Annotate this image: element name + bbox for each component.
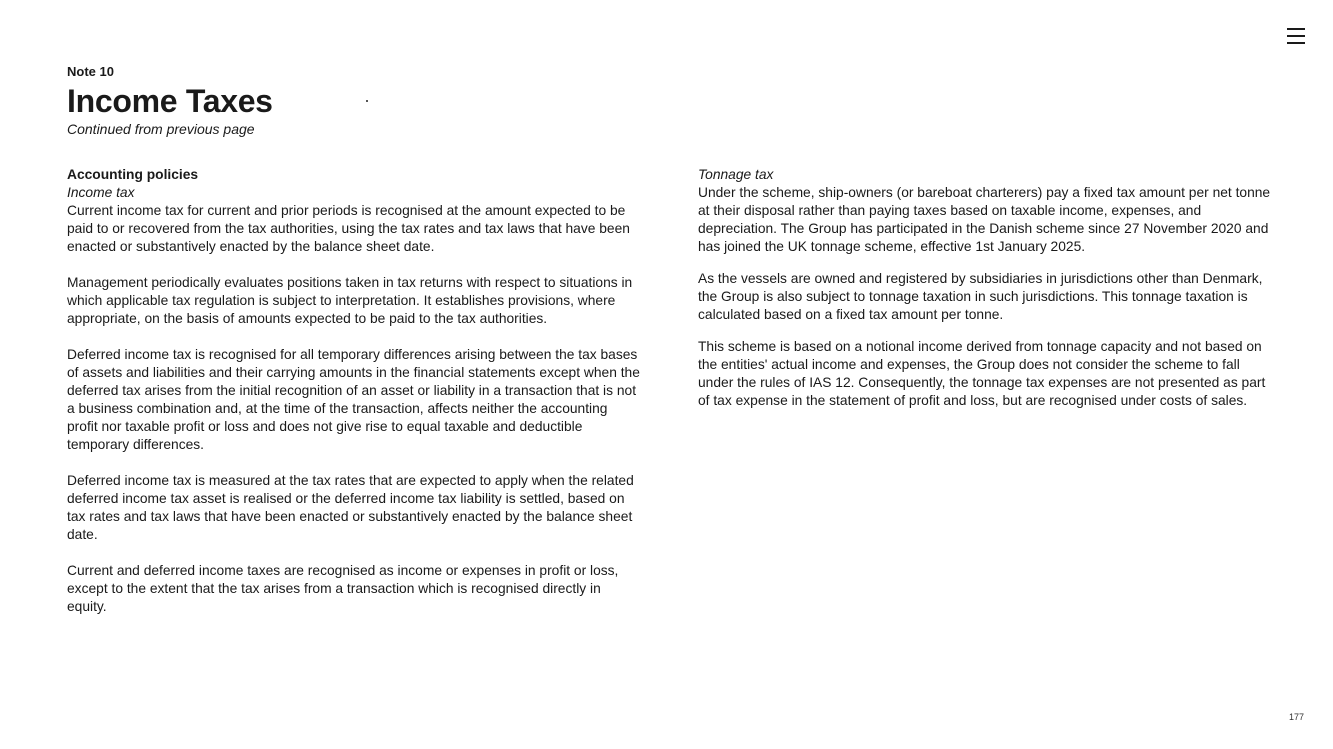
page-header xyxy=(67,64,273,138)
section-heading: Accounting policies xyxy=(67,167,199,182)
paragraph: Current and deferred income taxes are recognised as income or expenses in profit or loss, except to the extent that the tax arises from a transaction which is recognised directly in equity. xyxy=(67,563,619,614)
hamburger-menu-icon[interactable] xyxy=(1287,28,1305,44)
page-number: 177 xyxy=(1289,712,1305,722)
paragraph: Deferred income tax is measured at the tax rates that are expected to apply when the related deferred income tax asset is realised or the deferred income tax liability is settled, based on tax rates and tax laws that have been enacted or substantively enacted by the balance sheet date. xyxy=(67,473,634,542)
paragraph: This scheme is based on a notional income derived from tonnage capacity and not based on the entities' actual income and expenses, the Group does not consider the scheme to fall under the rules of IAS 12. Consequently, the tonnage tax expenses are not presented as part of tax expense in the statement of profit and loss, but are recognised under costs of sales. xyxy=(698,339,1266,408)
subheading-income-tax: Income tax xyxy=(67,185,135,200)
decorative-dot xyxy=(366,100,368,102)
paragraph: Under the scheme, ship-owners (or bareboat charterers) pay a fixed tax amount per net tonne at their disposal rather than paying taxes based on taxable income, expenses, and depreciation. The Group has participated in the Danish scheme since 27 November 2020 and has joined the UK tonnage scheme, effective 1st January 2025. xyxy=(698,185,1271,254)
page-title: Income Taxes xyxy=(67,83,273,119)
paragraph: Deferred income tax is recognised for all temporary differences arising between the tax bases of assets and liabilities and their carrying amounts in the financial statements except when the deferred tax arises from the initial recognition of an asset or liability in a transaction that is not a business combination and, at the time of the transaction, affects neither the accounting profit nor taxable profit or loss and does not give rise to equal taxable and deductible temporary differences. xyxy=(67,347,640,452)
paragraph: As the vessels are owned and registered by subsidiaries in jurisdictions other than Denmark, the Group is also subject to tonnage taxation in such jurisdictions. This tonnage taxation is calculated based on a fixed tax amount per tonne. xyxy=(698,271,1263,322)
right-column xyxy=(698,166,1273,410)
paragraph: Management periodically evaluates positions taken in tax returns with respect to situations in which applicable tax regulation is subject to interpretation. It establishes provisions, where appropriate, on the basis of amounts expected to be paid to the tax authorities. xyxy=(67,275,633,326)
note-label: Note 10 xyxy=(67,64,114,79)
left-column xyxy=(67,166,641,616)
page-subtitle: Continued from previous page xyxy=(67,121,255,137)
subheading-tonnage-tax: Tonnage tax xyxy=(698,167,774,182)
paragraph: Current income tax for current and prior periods is recognised at the amount expected to be paid to or recovered from the tax authorities, using the tax rates and tax laws that have been enacted or substantively enacted by the balance sheet date. xyxy=(67,203,630,254)
